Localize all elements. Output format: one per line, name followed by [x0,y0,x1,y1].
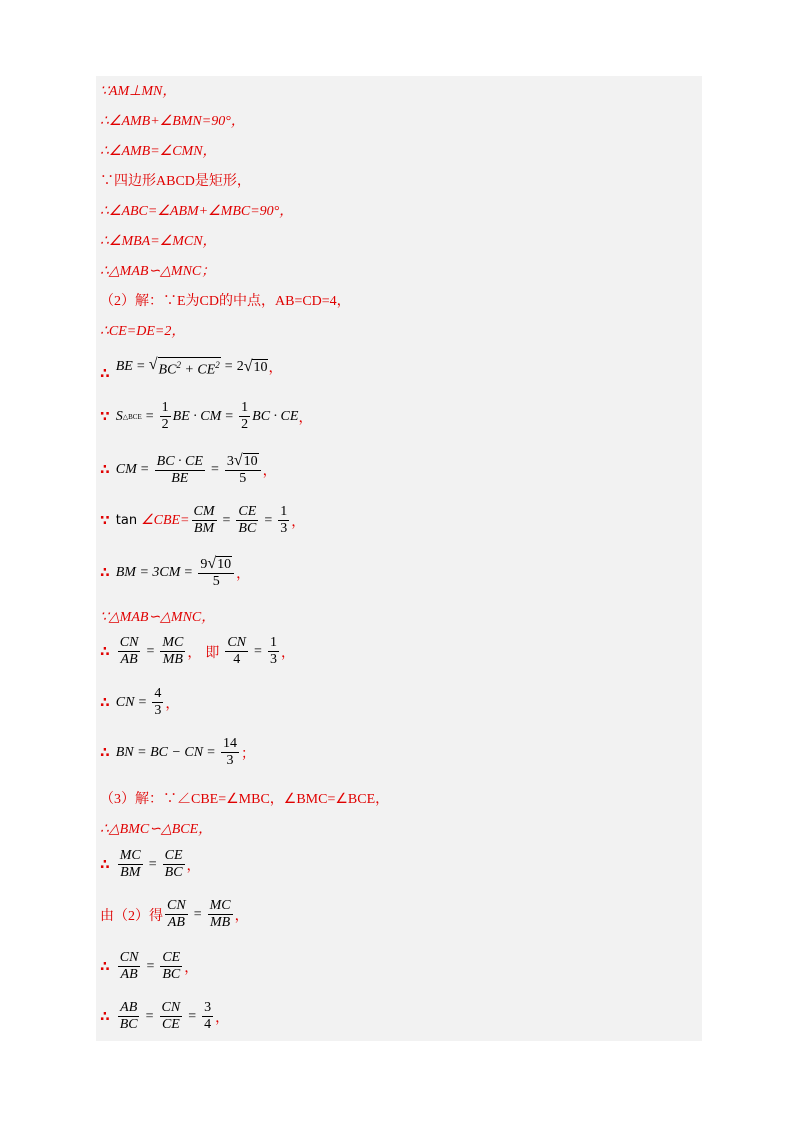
equals-sign: = [264,512,273,528]
line-abc-90 [100,200,293,220]
semicolon: ； [241,746,256,762]
fraction-9sqrt10-over-5: 9 √ 10 5 [198,556,234,590]
fraction-3sqrt10-over-5: 3 √ 10 5 [225,453,261,487]
comma: ， [298,410,313,426]
therefore-symbol: ∴ [100,694,110,711]
sqrt-bc2-ce2 [149,357,221,378]
step-text: ∴∠ABC=∠ABM+∠MBC=90°， [100,204,294,219]
comma: ， [215,1010,230,1026]
line-area-bce [100,400,312,433]
step-text: ∴CE=DE=2， [100,324,186,339]
therefore-symbol: ∴ [100,744,110,761]
radical-sign: √ [148,355,158,373]
math-be-cm: BE · CM [172,408,222,424]
fraction-four-thirds: $\frac{4}{3}$ [154,686,162,718]
step-text: ∴∠AMB=∠CMN， [100,144,217,159]
line-bm-value [100,556,250,590]
equals-sign: = [224,359,233,374]
because-symbol: ∵ [100,408,110,425]
equals-sign: = [146,958,155,974]
radicand: 10 [253,360,268,375]
radical-sign: √ [233,452,243,469]
from-part2-label: 由（2）得 [100,908,163,924]
therefore-symbol: ∴ [100,1008,110,1025]
comma: ， [236,567,251,582]
comma: ， [165,696,180,712]
fraction-bcce-over-be: $\frac{BC \cdot CE}{BE}$ [156,453,203,486]
fraction-one-third: $\frac{1}{3}$ [269,635,277,667]
fraction-ce-over-bc: $\frac{CE}{BC}$ [162,950,181,982]
step-text: ∴△BMC∽△BCE， [100,822,213,837]
equals-sign: = [145,1008,154,1024]
fraction-cn-over-ab: $\frac{CN}{AB}$ [119,950,139,982]
radical-sign: √ [243,358,253,375]
line-part2-intro [100,290,351,310]
equals-sign: = [138,694,147,710]
therefore-symbol: ∴ [100,958,110,975]
math-cn: CN [115,694,135,710]
radicand: $BC^2 + CE^2$ [158,357,221,378]
fraction-cn-over-ab: $\frac{CN}{AB}$ [167,898,186,930]
line-amb-eq-cmn [100,140,217,160]
area-subscript: △BCE [122,412,142,421]
therefore-symbol: ∴ [100,462,110,478]
equals-sign: = [210,462,219,477]
because-symbol: ∵ [100,512,110,529]
equals-sign: = [184,565,193,580]
comma: ， [184,960,199,976]
therefore-symbol: ∴ [100,643,110,660]
therefore-symbol: ∴ [100,565,110,581]
line-ce-eq-de [100,320,185,340]
step-text: ∵AM⊥MN， [100,84,177,99]
fraction-one-half: $\frac{1}{2}$ [241,400,249,432]
comma: ， [234,908,249,924]
line-bmc-sim-bce [100,818,212,838]
fraction-cm-over-bm: $\frac{CM}{BM}$ [193,504,215,536]
equals-sign: = [145,408,154,424]
therefore-symbol: ∴ [100,856,110,873]
fraction-cn-over-ce: $\frac{CN}{CE}$ [161,1000,181,1032]
fraction-one-third: $\frac{1}{3}$ [280,504,288,536]
line-ab-bc-ratio [100,1000,229,1033]
line-cm-value [100,453,277,487]
fraction-mc-over-mb: $\frac{MC}{MB}$ [162,635,184,667]
equals-sign: = [222,512,231,528]
math-be: BE [115,359,133,374]
comma: ， [187,645,202,661]
equals-sign: = [136,359,145,374]
line-similar-triangles [100,260,215,280]
step-text: （2）解：∵E为CD的中点，AB=CD=4， [100,294,351,309]
comma: ， [262,464,277,479]
step-text: ∵四边形ABCD是矩形， [100,174,251,189]
equals-sign: = [193,906,202,922]
fraction-cn-over-ab: $\frac{CN}{AB}$ [119,635,139,667]
line-mc-bm-ratio [100,848,201,881]
math-bn-expr: BN = BC − CN [115,744,204,760]
line-similar-again [100,606,215,626]
step-text: ∴∠AMB+∠BMN=90°， [100,114,245,129]
line-be-value [100,352,282,382]
step-text: ∴∠MBA=∠MCN， [100,234,217,249]
fraction-fourteen-thirds: $\frac{14}{3}$ [223,736,238,768]
equals-sign: = [188,1008,197,1024]
fraction-three-fourths: $\frac{3}{4}$ [204,1000,212,1032]
equals-sign: = [254,643,262,659]
line-abcd-rectangle [100,170,251,190]
comma: ， [186,858,201,874]
step-text: （3）解：∵∠CBE=∠MBC，∠BMC=∠BCE， [100,792,390,807]
math-bc-ce: BC · CE [252,408,299,424]
comma: ， [291,514,306,530]
equals-sign: = [140,462,149,477]
fraction-mc-over-bm: $\frac{MC}{BM}$ [119,848,141,880]
line-from-part2 [100,898,249,931]
math-bm-eq-3cm: BM = 3CM [115,565,181,580]
sqrt-ten [244,359,269,375]
area-symbol: S [115,408,123,424]
comma: ， [280,645,295,661]
equals-sign: = [207,744,216,760]
equals-sign: = [146,643,155,659]
step-text: ∵△MAB∽△MNC， [100,610,216,625]
line-bn-value [100,736,255,769]
angle-cbe: ∠CBE= [141,513,190,528]
fraction-cn-over-4: $\frac{CN}{4}$ [227,635,247,667]
line-am-perp-mn [100,80,176,100]
line-tan-cbe [100,504,305,537]
line-cn-value [100,686,179,719]
therefore-symbol: ∴ [100,366,110,382]
equals-sign: = [225,408,234,424]
line-mba-eq-mcn [100,230,217,250]
fraction-one-half: $\frac{1}{2}$ [161,400,169,432]
line-ratio-cn-ab [100,635,295,668]
tan-label: tan [115,513,138,528]
fraction-ce-over-bc: $\frac{CE}{BC}$ [238,504,257,536]
coef-two: 2 [236,359,244,374]
equals-sign: = [148,856,157,872]
line-part3-intro [100,788,389,808]
line-angle-sum-90 [100,110,245,130]
line-cn-ab-ce-bc [100,950,198,983]
step-text: ∴△MAB∽△MNC； [100,264,216,279]
math-cm: CM [115,462,137,477]
ji-label: 即 [205,645,220,661]
radical-sign: √ [207,555,217,572]
fraction-ce-over-bc: $\frac{CE}{BC}$ [164,848,183,880]
comma: ， [268,361,283,376]
fraction-mc-over-mb: $\frac{MC}{MB}$ [209,898,231,930]
fraction-ab-over-bc: $\frac{AB}{BC}$ [119,1000,138,1032]
